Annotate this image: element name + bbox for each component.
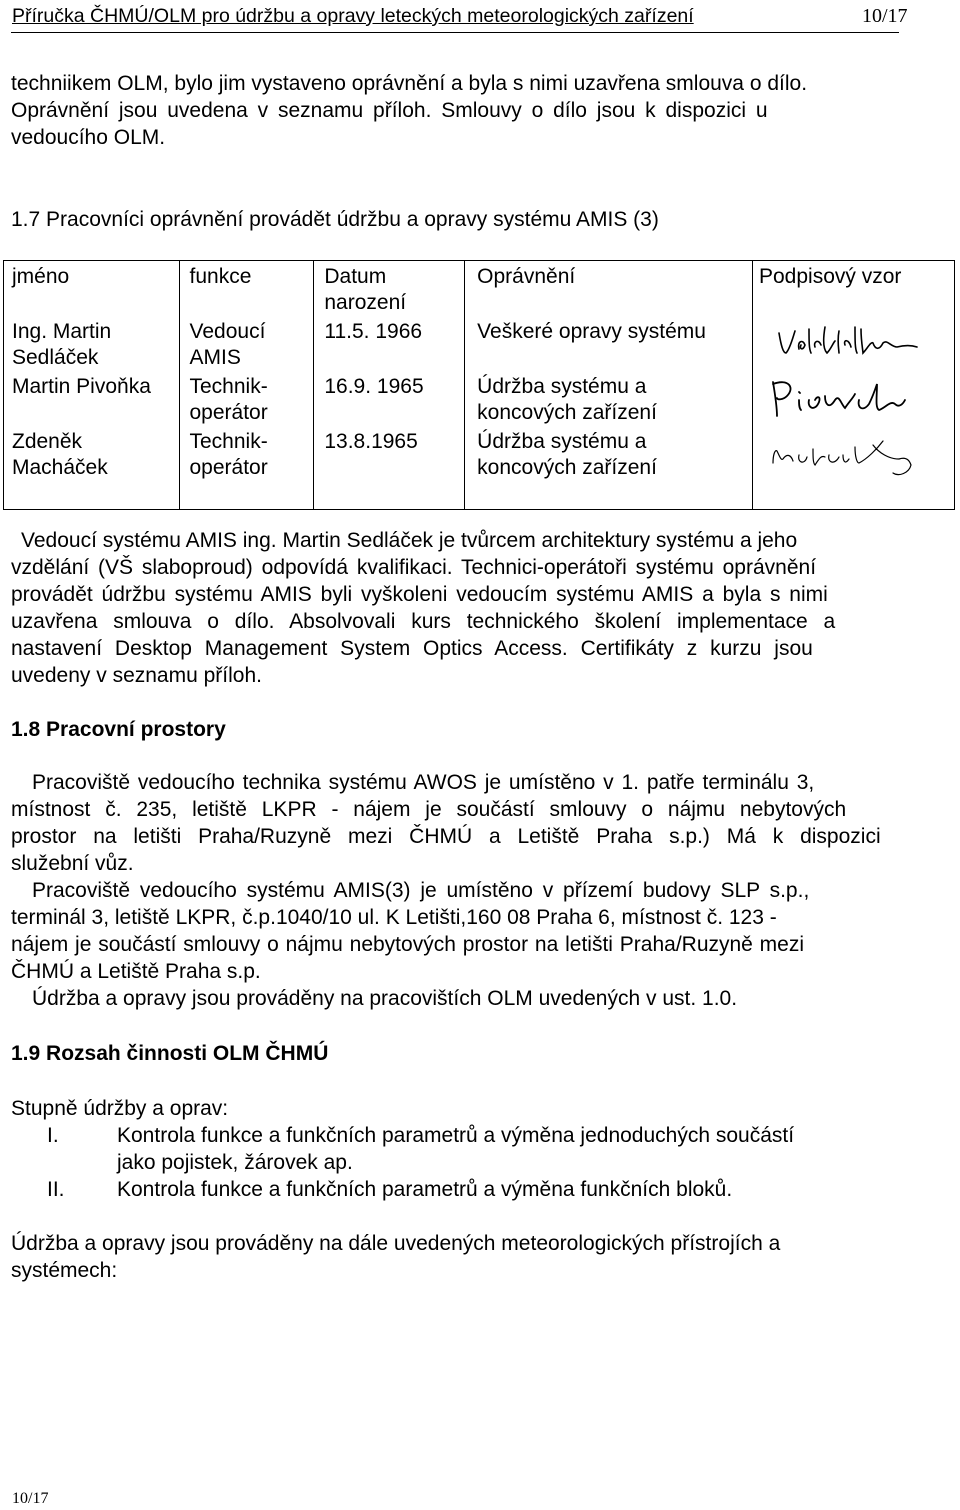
cell-name: Zdeněk Macháček <box>4 426 180 510</box>
section-1-8-heading <box>11 716 226 743</box>
cell-signature <box>753 426 955 510</box>
section-1-7-title: 1.7 Pracovníci oprávnění provádět údržbu a opravy systému AMIS (3) <box>11 208 659 231</box>
workplace-2-line-2: terminál 3, letiště LKPR, č.p.1040/10 ul. K Letišti,160 08 Praha 6, místnost č. 123 - <box>11 906 777 929</box>
closing-line-2: systémech: <box>11 1259 118 1282</box>
workplace-2-line-1: Pracoviště vedoucího systému AMIS(3) je umístěno v přízemí budovy SLP s.p., <box>32 879 810 902</box>
level-number: II. <box>47 1178 65 1201</box>
closing-line-1: Údržba a opravy jsou prováděny na dále uvedených meteorologických přístrojích a <box>11 1232 781 1255</box>
workplace-paragraph-3 <box>11 985 900 1012</box>
workplace-paragraph-1 <box>11 769 900 877</box>
th-function: funkce <box>179 261 314 317</box>
amis-line-2: vzdělání (VŠ slaboproud) odpovídá kvalifikaci. Technici-operátoři systému oprávnění <box>11 556 817 579</box>
table-row <box>4 316 955 371</box>
intro-line-3: vedoucího OLM. <box>11 126 166 149</box>
closing-paragraph <box>11 1230 900 1284</box>
th-signature: Podpisový vzor <box>753 261 955 317</box>
footer-page-number: 10/17 <box>12 1490 49 1507</box>
workplace-paragraph-2 <box>11 877 900 985</box>
level-text-line-2: jako pojistek, žárovek ap. <box>117 1151 353 1174</box>
amis-line-3: provádět údržbu systému AMIS byli vyškoleni vedoucím systému AMIS a byla s nimi <box>11 583 828 606</box>
section-1-8-title: 1.8 Pracovní prostory <box>11 718 226 741</box>
cell-signature <box>753 316 955 371</box>
signature-sedlacek-icon <box>759 319 929 369</box>
workplace-2-line-3: nájem je součástí smlouvy o nájmu nebytových prostor na letišti Praha/Ruzyně mezi <box>11 933 805 956</box>
amis-staff-table <box>3 260 955 510</box>
th-dob: Datum narození <box>314 261 465 317</box>
workplace-3-line-1: Údržba a opravy jsou prováděny na pracovištích OLM uvedených v ust. 1.0. <box>32 987 738 1010</box>
table-row <box>4 371 955 426</box>
table-row <box>4 426 955 510</box>
workplace-1-line-2: místnost č. 235, letiště LKPR - nájem je součástí smlouvy o nájmu nebytových <box>11 798 847 821</box>
amis-line-1: Vedoucí systému AMIS ing. Martin Sedláček je tvůrcem architektury systému a jeho <box>21 529 798 552</box>
cell-function: Technik- operátor <box>179 371 314 426</box>
section-1-9-title: 1.9 Rozsah činnosti OLM ČHMÚ <box>11 1042 329 1065</box>
amis-line-4: uzavřena smlouva o dílo. Absolvovali kurs technického školení implementace a <box>11 610 836 633</box>
workplace-1-line-3: prostor na letišti Praha/Ruzyně mezi ČHMÚ a Letiště Praha s.p.) Má k dispozici <box>11 825 881 848</box>
level-text-line-1: Kontrola funkce a funkčních parametrů a výměna jednoduchých součástí <box>117 1124 795 1147</box>
header-divider <box>11 32 899 33</box>
document-title: Příručka ČHMÚ/OLM pro údržbu a opravy leteckých meteorologických zařízení <box>12 5 694 27</box>
cell-function: Technik- operátor <box>179 426 314 510</box>
maintenance-levels-list <box>11 1122 917 1203</box>
signature-machacek-icon <box>759 429 929 479</box>
cell-permission: Údržba systému a koncových zařízení <box>465 426 753 510</box>
th-name: jméno <box>4 261 180 317</box>
table-header-row <box>4 261 955 317</box>
amis-paragraph <box>11 527 900 689</box>
header-page-number: 10/17 <box>862 5 908 27</box>
list-item <box>11 1176 917 1203</box>
cell-dob: 13.8.1965 <box>314 426 465 510</box>
section-1-7-heading <box>11 206 659 233</box>
level-text-line-1: Kontrola funkce a funkčních parametrů a výměna funkčních bloků. <box>117 1178 733 1201</box>
level-number: I. <box>47 1124 59 1147</box>
signature-pivonka-icon <box>759 374 929 424</box>
cell-dob: 11.5. 1966 <box>314 316 465 371</box>
intro-line-2: Oprávnění jsou uvedena v seznamu příloh. Smlouvy o dílo jsou k dispozici u <box>11 99 768 122</box>
cell-signature <box>753 371 955 426</box>
cell-function: Vedoucí AMIS <box>179 316 314 371</box>
section-1-9-heading <box>11 1040 328 1067</box>
workplace-2-line-4: ČHMÚ a Letiště Praha s.p. <box>11 960 261 983</box>
th-permission: Oprávnění <box>465 261 753 317</box>
cell-name: Ing. Martin Sedláček <box>4 316 180 371</box>
amis-line-6: uvedeny v seznamu příloh. <box>11 664 262 687</box>
levels-lead <box>11 1095 900 1122</box>
workplace-1-line-1: Pracoviště vedoucího technika systému AWOS je umístěno v 1. patře terminálu 3, <box>32 771 815 794</box>
workplace-1-line-4: služební vůz. <box>11 852 134 875</box>
amis-line-5: nastavení Desktop Management System Optics Access. Certifikáty z kurzu jsou <box>11 637 813 660</box>
levels-lead-text: Stupně údržby a oprav: <box>11 1097 229 1120</box>
list-item <box>11 1122 917 1176</box>
intro-line-1: techniikem OLM, bylo jim vystaveno oprávnění a byla s nimi uzavřena smlouva o dílo. <box>11 72 808 95</box>
cell-permission: Údržba systému a koncových zařízení <box>465 371 753 426</box>
cell-dob: 16.9. 1965 <box>314 371 465 426</box>
cell-name: Martin Pivoňka <box>4 371 180 426</box>
intro-paragraph <box>11 70 900 151</box>
cell-permission: Veškeré opravy systému <box>465 316 753 371</box>
